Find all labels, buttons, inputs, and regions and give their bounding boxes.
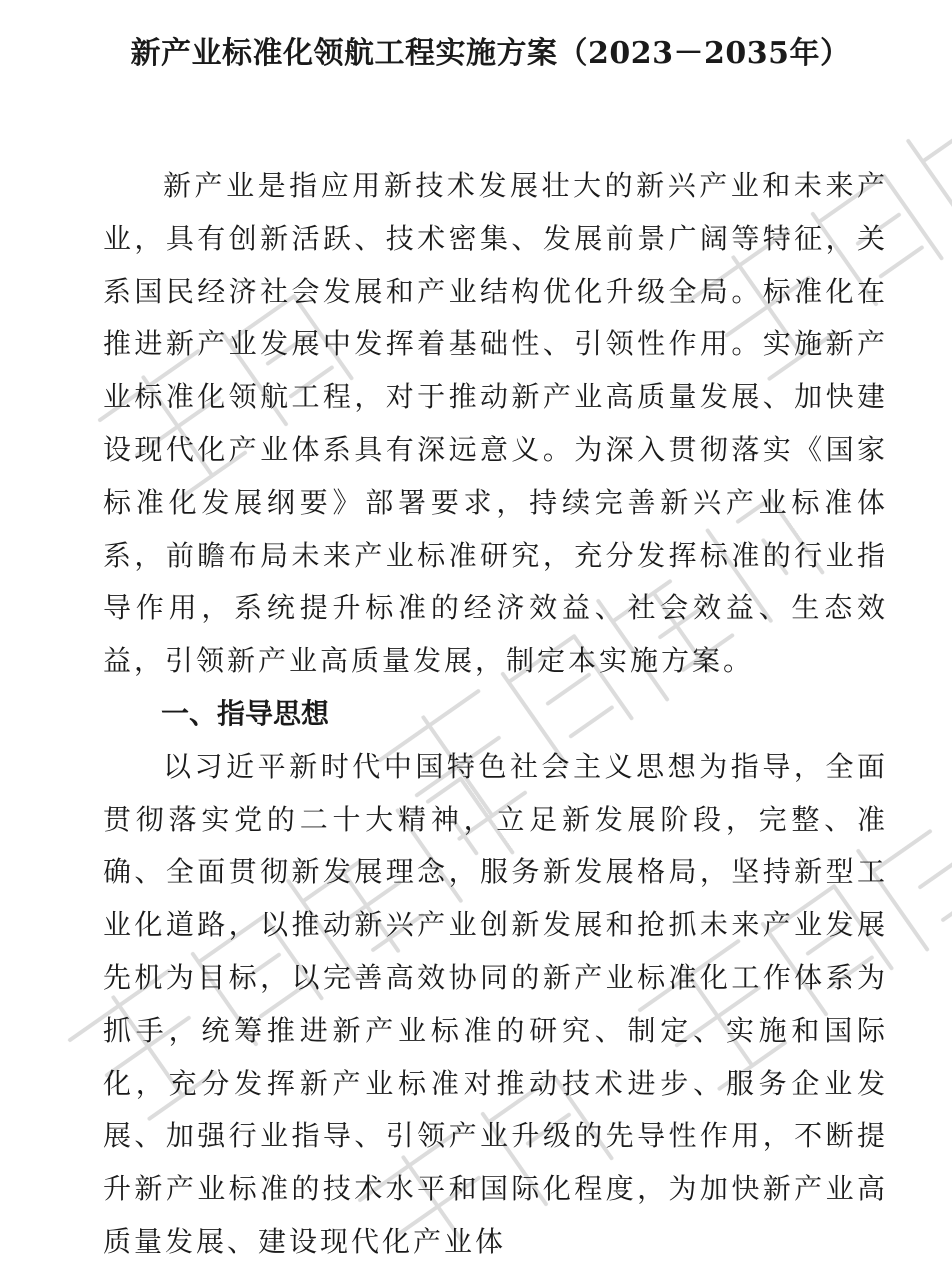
document-body xyxy=(103,160,888,1269)
section-heading-guiding-ideology: 一、指导思想 xyxy=(161,696,330,730)
intro-paragraph: 新产业是指应用新技术发展壮大的新兴产业和未来产业，具有创新活跃、技术密集、发展前景广阔等特征，关系国民经济社会发展和产业结构优化升级全局。标准化在推进新产业发展中发挥着基础性、引领性作用。实施新产业标准化领航工程，对于推动新产业高质量发展、加快建设现代化产业体系具有深远意义。为深入贯彻落实《国家标准化发展纲要》部署要求，持续完善新兴产业标准体系，前瞻布局未来产业标准研究，充分发挥标准的行业指导作用，系统提升标准的经济效益、社会效益、生态效益，引领新产业高质量发展，制定本实施方案。 xyxy=(103,169,888,678)
document-title: 新产业标准化领航工程实施方案（2023－2035年） xyxy=(130,36,851,71)
guiding-ideology-paragraph: 以习近平新时代中国特色社会主义思想为指导，全面贯彻落实党的二十大精神，立足新发展阶段，完整、准确、全面贯彻新发展理念，服务新发展格局，坚持新型工业化道路，以推动新兴产业创新发展和抢抓未来产业发展先机为目标，以完善高效协同的新产业标准化工作体系为抓手，统筹推进新产业标准的研究、制定、实施和国际化，充分发挥新产业标准对推动技术进步、服务企业发展、加强行业指导、引领产业升级的先导性作用，不断提升新产业标准的技术水平和国际化程度，为加快新产业高质量发展、建设现代化产业体 xyxy=(103,749,888,1258)
